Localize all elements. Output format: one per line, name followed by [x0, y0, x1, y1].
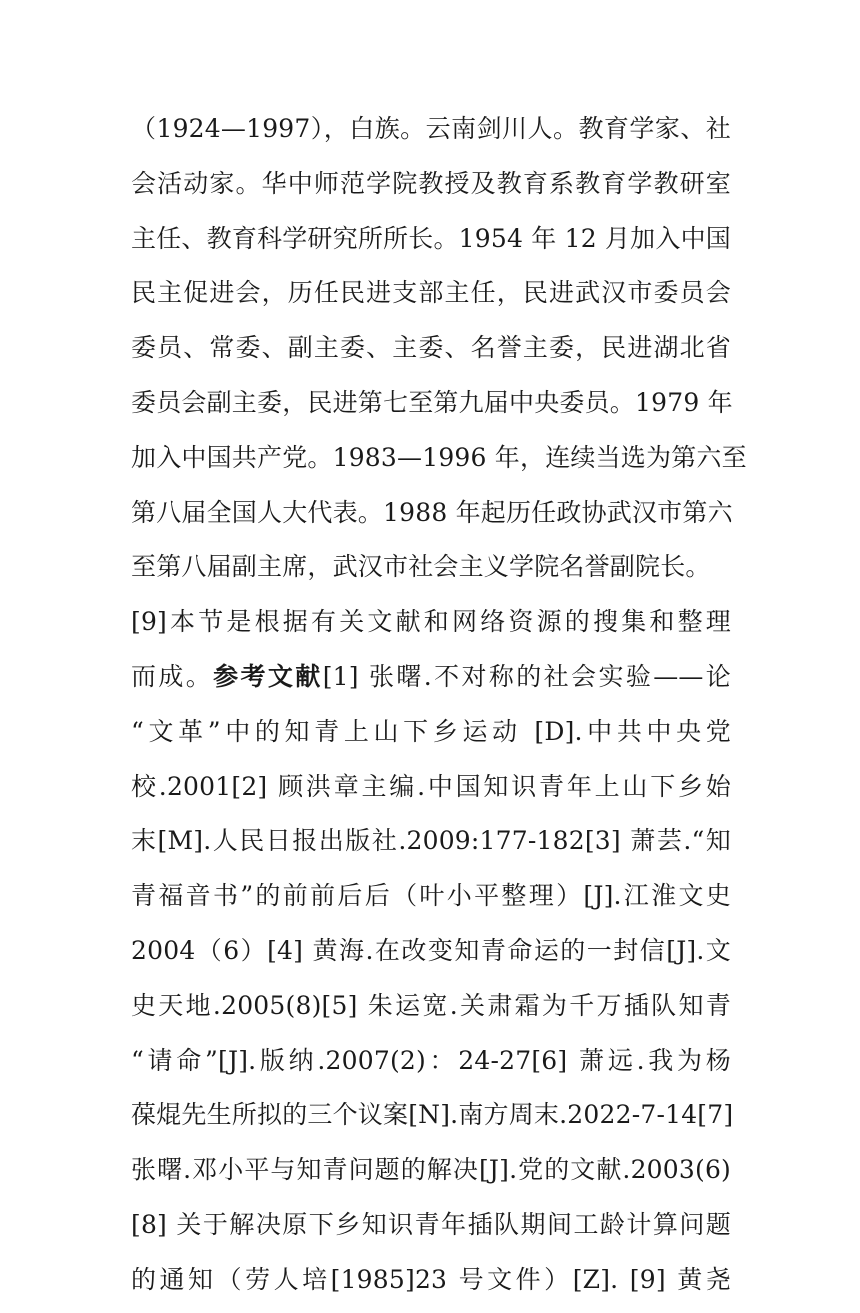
reference-text: [1] 张曙.不对称的社会实验——论	[322, 661, 731, 691]
reference-line: 2004（6）[4] 黄海.在改变知青命运的一封信[J].文	[131, 935, 731, 965]
references-heading: 参考文献	[213, 661, 323, 691]
reference-line: 史天地.2005(8)[5] 朱运宽.关肃霜为千万插队知青	[131, 990, 731, 1020]
document-body	[131, 107, 747, 1313]
reference-line: 的通知（劳人培[1985]23 号文件）[Z]. [9] 黄尧	[131, 1264, 731, 1294]
reference-line: [8] 关于解决原下乡知识青年插队期间工龄计算问题	[131, 1209, 731, 1239]
reference-line: 葆焜先生所拟的三个议案[N].南方周末.2022-7-14[7]	[131, 1100, 734, 1130]
body-line: 加入中国共产党。1983—1996 年，连续当选为第六至	[131, 442, 747, 472]
line-prefix: 而成。	[131, 661, 214, 691]
references-heading-line	[131, 655, 731, 710]
reference-line: 青福音书”的前前后后（叶小平整理）[J].江淮文史	[131, 881, 731, 911]
body-line: 主任、教育科学研究所所长。1954 年 12 月加入中国	[131, 223, 731, 253]
body-line: 会活动家。华中师范学院教授及教育系教育学教研室	[131, 168, 731, 198]
reference-line: 校.2001[2] 顾洪章主编.中国知识青年上山下乡始	[131, 771, 731, 801]
body-line: 委员、常委、副主委、主委、名誉主委，民进湖北省	[131, 333, 731, 363]
reference-line: 张曙.邓小平与知青问题的解决[J].党的文献.2003(6)	[131, 1155, 731, 1185]
body-line: 至第八届副主席，武汉市社会主义学院名誉副院长。	[131, 552, 711, 582]
reference-line: “文革”中的知青上山下乡运动 [D].中共中央党	[131, 716, 731, 746]
body-line: 委员会副主委，民进第七至第九届中央委员。1979 年	[131, 387, 733, 417]
body-line: 民主促进会，历任民进支部主任，民进武汉市委员会	[131, 278, 731, 308]
body-line: [9]本节是根据有关文献和网络资源的搜集和整理	[131, 607, 731, 637]
body-line: （1924—1997），白族。云南剑川人。教育学家、社	[131, 114, 731, 143]
body-line: 第八届全国人大代表。1988 年起历任政协武汉市第六	[131, 497, 733, 527]
reference-line: “请命”[J].版纳.2007(2)：24-27[6] 萧远.我为杨	[131, 1045, 731, 1075]
reference-line: 末[M].人民日报出版社.2009:177-182[3] 萧芸.“知	[131, 826, 731, 856]
